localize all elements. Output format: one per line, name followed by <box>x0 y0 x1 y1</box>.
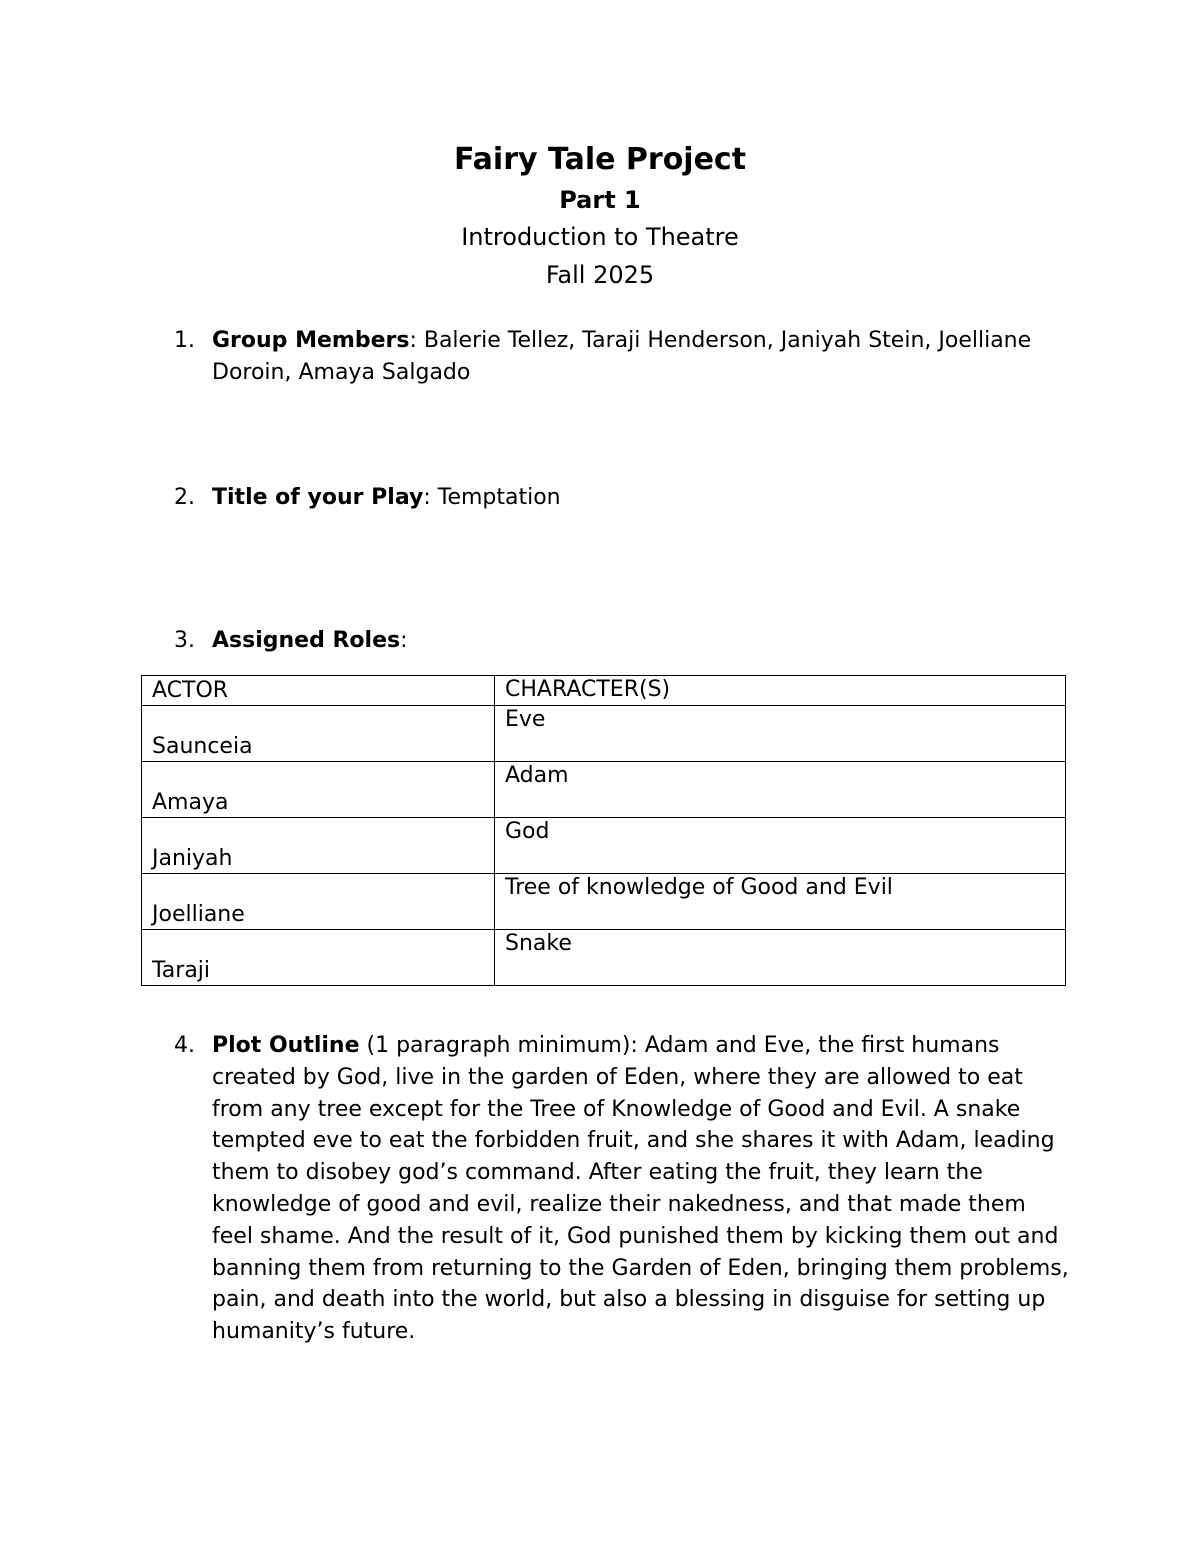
item-label: Title of your Play <box>212 485 424 510</box>
character-cell: Adam <box>495 762 1066 818</box>
character-cell: Tree of knowledge of Good and Evil <box>495 874 1066 930</box>
roles-table <box>141 675 1066 986</box>
course-name: Introduction to Theatre <box>461 223 739 251</box>
item-text: Balerie Tellez, Taraji Henderson, Janiyah Stein, Joelliane Doroin, Amaya Salgado <box>212 328 1032 385</box>
table-row <box>142 930 1066 986</box>
item-separator: (1 paragraph minimum): <box>359 1033 645 1058</box>
list-number: 3. <box>174 628 195 653</box>
table-row <box>142 874 1066 930</box>
column-header-characters: CHARACTER(S) <box>495 676 1066 706</box>
list-item-group-members <box>174 325 1072 389</box>
item-label: Assigned Roles <box>212 628 401 653</box>
table-row <box>142 818 1066 874</box>
actor-cell: Taraji <box>142 930 495 986</box>
item-text: Adam and Eve, the first humans created by God, live in the garden of Eden, where they are allowed to eat from any tree except for the Tree of Knowledge of Good and Evil. A snake tempted eve to eat the forbidden fruit, and she shares it with Adam, leading them to disobey god’s command. After eating the fruit, they learn the knowledge of good and evil, realize their nakedness, and that made them feel shame. And the result of it, God punished them by kicking them out and banning them from returning to the Garden of Eden, bringing them problems, pain, and death into the world, but also a blessing in disguise for setting up humanity’s future. <box>212 1033 1069 1345</box>
item-text: Temptation <box>437 485 561 510</box>
item-separator: : <box>409 328 424 353</box>
list-item-plot-outline <box>174 1030 1072 1348</box>
list-number: 4. <box>174 1033 195 1058</box>
list-number: 1. <box>174 328 195 353</box>
table-row <box>142 762 1066 818</box>
actor-cell: Joelliane <box>142 874 495 930</box>
column-header-actor: ACTOR <box>142 676 495 706</box>
item-label: Plot Outline <box>212 1033 360 1058</box>
list-item-assigned-roles <box>174 625 1072 657</box>
item-separator: : <box>423 485 438 510</box>
course-term: Fall 2025 <box>545 261 655 289</box>
character-cell: Snake <box>495 930 1066 986</box>
document-title: Fairy Tale Project <box>453 142 747 177</box>
character-cell: Eve <box>495 706 1066 762</box>
list-number: 2. <box>174 485 195 510</box>
document-part: Part 1 <box>559 186 641 214</box>
item-separator: : <box>400 628 408 653</box>
table-header-row <box>142 676 1066 706</box>
table-row <box>142 706 1066 762</box>
character-cell: God <box>495 818 1066 874</box>
actor-cell: Amaya <box>142 762 495 818</box>
item-label: Group Members <box>212 328 410 353</box>
actor-cell: Janiyah <box>142 818 495 874</box>
actor-cell: Saunceia <box>142 706 495 762</box>
list-item-play-title <box>174 482 1072 514</box>
